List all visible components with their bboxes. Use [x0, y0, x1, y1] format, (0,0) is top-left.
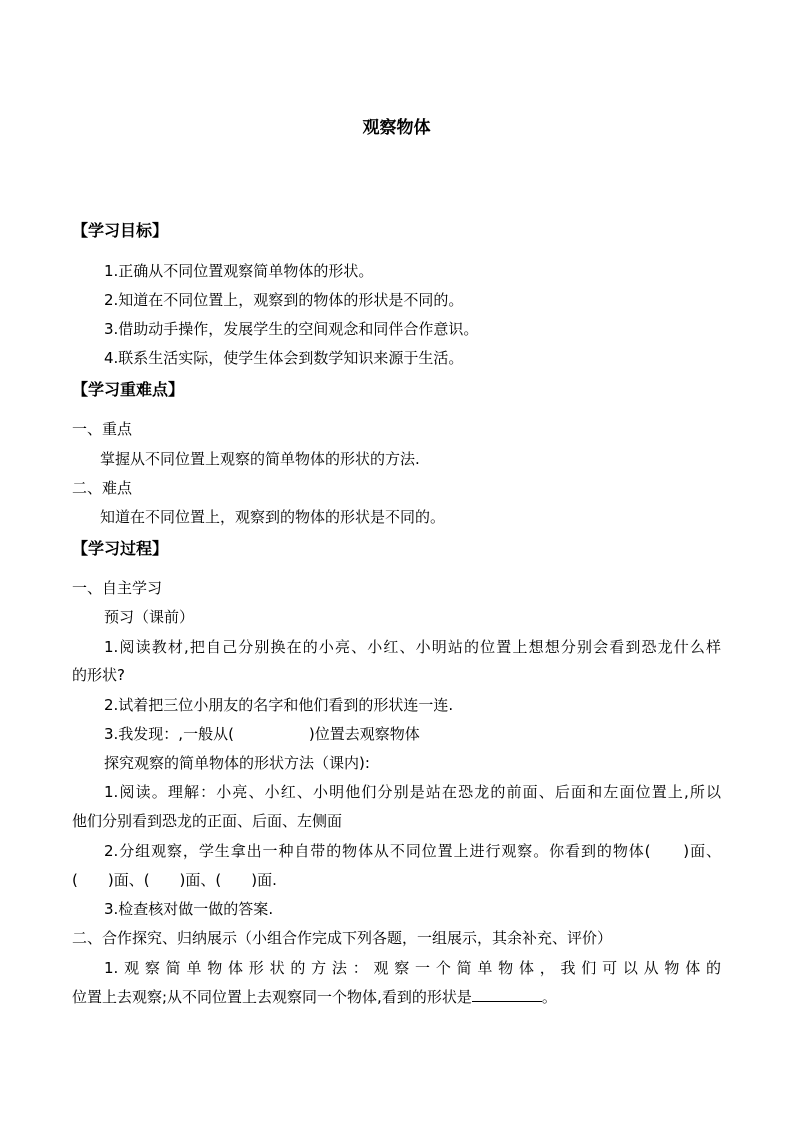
collab-item-1-line2-text: 位置上去观察;从不同位置上去观察同一个物体,看到的形状是 — [72, 988, 472, 1006]
section-heading-keypoints: 【学习重难点】 — [72, 380, 185, 399]
preview-item-3: 3.我发现：,一般从( )位置去观察物体 — [104, 725, 420, 743]
key-label: 一、重点 — [72, 420, 133, 438]
goal-item-1: 1.正确从不同位置观察简单物体的形状。 — [104, 262, 374, 280]
section-heading-process: 【学习过程】 — [72, 539, 169, 558]
collab-item-1-line2 — [72, 987, 557, 1007]
explore-item-2-line2: ( )面、( )面、( )面. — [72, 871, 277, 889]
collab-item-1-line2-end: 。 — [541, 988, 557, 1006]
goal-item-2: 2.知道在不同位置上，观察到的物体的形状是不同的。 — [104, 291, 464, 309]
key-text: 掌握从不同位置上观察的简单物体的形状的方法. — [100, 450, 420, 468]
preview-item-2: 2.试着把三位小朋友的名字和他们看到的形状连一连. — [104, 696, 454, 714]
explore-item-1-line1: 1.阅读。理解：小亮、小红、小明他们分别是站在恐龙的前面、后面和左面位置上,所以 — [104, 783, 721, 801]
goal-item-4: 4.联系生活实际，使学生体会到数学知识来源于生活。 — [104, 349, 464, 367]
explore-label: 探究观察的简单物体的形状方法（课内): — [104, 754, 370, 772]
section-heading-goals: 【学习目标】 — [72, 221, 169, 240]
preview-item-1-line2: 的形状? — [72, 666, 125, 684]
difficulty-text: 知道在不同位置上，观察到的物体的形状是不同的。 — [100, 508, 446, 526]
page-title: 观察物体 — [362, 118, 431, 138]
explore-item-2-line1: 2.分组观察，学生拿出一种自带的物体从不同位置上进行观察。你看到的物体( )面、 — [104, 842, 721, 860]
answer-blank[interactable] — [472, 987, 542, 1002]
goal-item-3: 3.借助动手操作，发展学生的空间观念和同伴合作意识。 — [104, 320, 479, 338]
preview-label: 预习（课前） — [104, 608, 195, 626]
preview-item-1-line1: 1.阅读教材,把自己分别换在的小亮、小红、小明站的位置上想想分别会看到恐龙什么样 — [104, 638, 721, 656]
part2-label: 二、合作探究、归纳展示（小组合作完成下列各题，一组展示，其余补充、评价） — [72, 929, 613, 947]
explore-item-1-line2: 他们分别看到恐龙的正面、后面、左侧面 — [72, 812, 343, 830]
difficulty-label: 二、难点 — [72, 479, 133, 497]
part1-label: 一、自主学习 — [72, 579, 163, 597]
collab-item-1-line1: 1.观察简单物体形状的方法：观察一个简单物体，我们可以从物体的 — [104, 959, 721, 977]
explore-item-3: 3.检查核对做一做的答案. — [104, 900, 274, 918]
